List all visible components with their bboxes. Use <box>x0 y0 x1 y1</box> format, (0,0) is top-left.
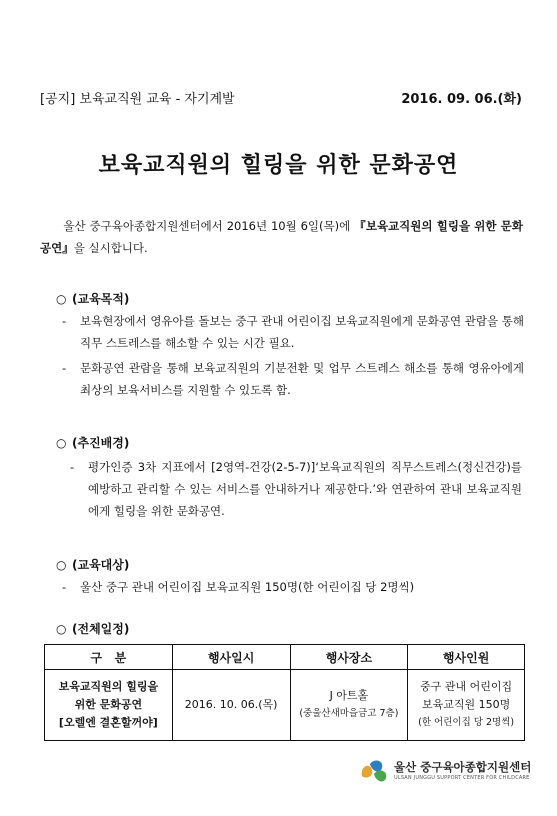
section-schedule-title: (전체일정) <box>72 622 130 636</box>
notice-label: [공지] 보육교직원 교육 - 자기계발 <box>40 92 235 107</box>
event-line-3: [오렐엔 결혼할꺼야] <box>58 716 158 729</box>
intro-text-before: 울산 중구육아종합지원센터에서 2016년 10월 6일(목)에 <box>63 219 355 233</box>
people-line-3: (한 어린이집 당 2명씩) <box>418 717 515 728</box>
footer-logo <box>358 756 538 786</box>
document-title: 보육교직원의 힐링을 위한 문화공연 <box>98 153 459 178</box>
circle-marker: ○ <box>56 436 67 450</box>
place-line-1: J 아트홀 <box>329 689 369 702</box>
circle-marker: ○ <box>56 292 67 306</box>
section-purpose-heading <box>56 290 129 307</box>
purpose-item-1 <box>62 310 524 354</box>
section-target-title: (교육대상) <box>72 558 130 572</box>
people-line-2: 보육교직원 150명 <box>421 698 511 711</box>
background-item-1 <box>70 456 522 522</box>
event-line-1: 보육교직원의 힐링을 <box>58 680 159 693</box>
circle-marker: ○ <box>56 558 67 572</box>
header-category: 구 분 <box>45 645 173 670</box>
org-subtitle: ULSAN JUNGGU SUPPORT CENTER FOR CHILDCARE <box>394 775 530 781</box>
logo-shape-orange <box>362 766 373 778</box>
place-line-2: (중울산새마을금고 7층) <box>299 708 399 719</box>
target-item-1 <box>62 576 524 598</box>
org-name: 울산 중구육아종합지원센터 <box>394 760 532 774</box>
event-datetime: 2016. 10. 06.(목) <box>184 698 278 711</box>
bullet-dash: - <box>62 361 67 375</box>
purpose-item-2 <box>62 357 524 401</box>
purpose-item-2-text: 문화공연 관람을 통해 보육교직원의 기분전환 및 업무 스트레스 해소를 통해 영유아에게 최상의 보육서비스를 지원할 수 있도록 함. <box>80 361 524 397</box>
table-header-row <box>45 645 525 670</box>
header-datetime: 행사일시 <box>172 645 290 670</box>
schedule-table <box>44 644 525 741</box>
section-schedule-heading <box>56 620 129 637</box>
section-background-heading <box>56 434 129 451</box>
center-logo-icon <box>358 756 390 784</box>
intro-paragraph <box>40 215 523 259</box>
event-line-2: 위한 문화공연 <box>74 698 143 711</box>
logo-shape-green <box>374 771 386 782</box>
section-background-title: (추진배경) <box>72 436 130 450</box>
cell-event <box>45 670 173 741</box>
bullet-dash: - <box>70 460 75 474</box>
cell-datetime <box>172 670 290 741</box>
intro-event-title: 『보육교직원의 힐링을 위한 문화공연』 <box>40 219 523 255</box>
cell-place <box>290 670 408 741</box>
background-item-1-text: 평가인증 3차 지표에서 [2영역-건강(2-5-7)]‘보육교직원의 직무스트레스(정신건강)를 예방하고 관리할 수 있는 서비스를 안내하거나 제공한다.’와 연관하여 관내 보육교직원에게 힐링을 위한 문화공연. <box>88 460 522 518</box>
bullet-dash: - <box>62 580 67 594</box>
table-row <box>45 670 525 741</box>
purpose-item-1-text: 보육현장에서 영유아를 돌보는 중구 관내 어린이집 보육교직원에게 문화공연 관람을 통해 직무 스트레스를 해소할 수 있는 시간 필요. <box>80 314 524 350</box>
people-line-1: 중구 관내 어린이집 <box>420 680 513 693</box>
target-item-1-text: 울산 중구 관내 어린이집 보육교직원 150명(한 어린이집 당 2명씩) <box>80 580 415 594</box>
section-target-heading <box>56 556 129 573</box>
cell-people <box>408 670 525 741</box>
intro-text-after: 을 실시합니다. <box>73 241 148 255</box>
header-place: 행사장소 <box>290 645 408 670</box>
section-purpose-title: (교육목적) <box>72 292 130 306</box>
notice-date: 2016. 09. 06.(화) <box>401 92 522 107</box>
circle-marker: ○ <box>56 622 67 636</box>
header-people: 행사인원 <box>408 645 525 670</box>
bullet-dash: - <box>62 314 67 328</box>
